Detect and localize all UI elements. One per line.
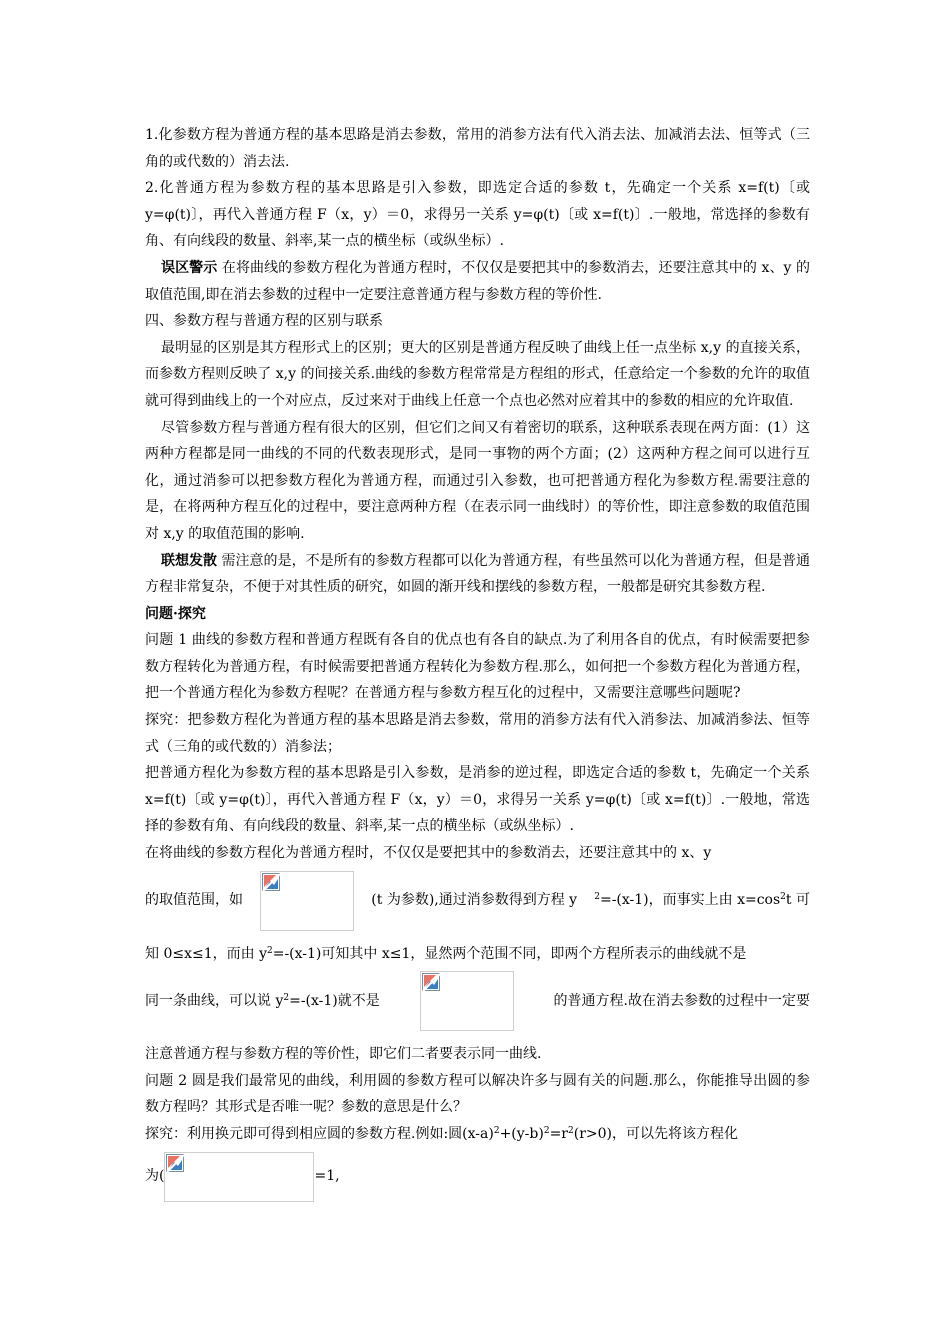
association-text: 需注意的是，不是所有的参数方程都可以化为普通方程，有些虽然可以化为普通方程，但是普通方程非常复杂，不便于对其性质的研究，如圆的渐开线和摆线的参数方程，一般都是研究其参数方程. [145, 552, 811, 596]
paragraph-association [145, 548, 810, 601]
paragraph-misconception [145, 255, 810, 308]
misconception-label: 误区警示 [161, 259, 218, 276]
broken-image-icon [166, 1154, 186, 1174]
equation-image-1 [260, 871, 354, 931]
paragraph-question-1: 问题 1 曲线的参数方程和普通方程既有各自的优点也有各自的缺点.为了利用各自的优点，有时候需要把参数方程转化为普通方程，有时候需要把普通方程转化为参数方程.那么，如何把一个参数方程化为普通方程，把一个普通方程化为参数方程呢？在普通方程与参数方程互化的过程中，又需要注意哪些问题呢? [145, 632, 810, 702]
paragraph-difference: 最明显的区别是其方程形式上的区别；更大的区别是普通方程反映了曲线上任一点坐标 x,y 的直接关系，而参数方程则反映了 x,y 的间接关系.曲线的参数方程常常是方程组的形式，任意给定一个参数的允许的取值就可得到曲线上的一个对应点，反过来对于曲线上任意一个点也必然对应着其中的参数的相应的允许取值. [145, 339, 810, 409]
paragraph-1: 1.化参数方程为普通方程的基本思路是消去参数，常用的消参方法有代入消去法、加减消去法、恒等式（三角的或代数的）消去法. [145, 127, 810, 170]
section-heading-questions: 问题·探究 [145, 605, 206, 622]
equation-image-2 [420, 971, 514, 1031]
paragraph-example-line-a: 在将曲线的参数方程化为普通方程时，不仅仅是要把其中的参数消去，还要注意其中的 x、y [145, 845, 712, 862]
paragraph-explore-1: 探究：把参数方程化为普通方程的基本思路是消去参数，常用的消参方法有代入消参法、加减消参法、恒等式（三角的或代数的）消参法； [145, 712, 810, 755]
paragraph-example-line-e: 注意普通方程与参数方程的等价性，即它们二者要表示同一曲线. [145, 1046, 542, 1063]
broken-image-icon [262, 873, 282, 893]
paragraph-2: 2.化普通方程为参数方程的基本思路是引入参数，即选定合适的参数 t，先确定一个关系 x=f(t)〔或 y=φ(t)〕，再代入普通方程 F（x，y）＝0，求得另一关系 y=φ(t)〔或 x=f(t)〕.一般地，常选择的参数有角、有向线段的数量、斜率,某一点的横坐标（或纵坐标）. [145, 180, 810, 250]
paragraph-example-line-d: 同一条曲线，可以说 $y^2=-(x-1)$就不是 的普通方程.故在消去参数的过程中一定要 [145, 967, 810, 1035]
paragraph-example-line-b: 的取值范围，如 (t 为参数),通过消参数得到方程 y $^2$=-(x-1)，而事实上由 $x=\cos^2t$ 可 [145, 867, 810, 935]
paragraph-connection: 尽管参数方程与普通方程有很大的区别，但它们之间又有着密切的联系，这种联系表现在两方面：(1）这两种方程都是同一曲线的不同的代数表现形式，是同一事物的两个方面；(2）这两种方程之间可以进行互化，通过消参可以把参数方程化为普通方程，而通过引入参数，也可把普通方程化为参数方程.需要注意的是，在将两种方程互化的过程中，要注意两种方程（在表示同一曲线时）的等价性，即注意参数的取值范围对 x,y 的取值范围的影响. [145, 419, 810, 542]
paragraph-explore-2: 把普通方程化为参数方程的基本思路是引入参数，是消参的逆过程，即选定合适的参数 t，先确定一个关系 x=f(t)〔或 y=φ(t)〕，再代入普通方程 F（x，y）＝0，求得另一关系 y=φ(t)〔或 x=f(t)〕.一般地，常选择的参数有角、有向线段的数量、斜率,某一点的横坐标（或纵坐标）. [145, 765, 810, 835]
paragraph-example-line-c: 知 0≤x≤1，而由 $y^2=-(x-1)$可知其中 x≤1，显然两个范围不同，即两个方程所表示的曲线就不是 [145, 945, 747, 962]
paragraph-explore-3-line-b: 为( =1, [145, 1148, 810, 1206]
paragraph-question-2: 问题 2 圆是我们最常见的曲线，利用圆的参数方程可以解决许多与圆有关的问题.那么，你能推导出圆的参数方程吗？其形式是否唯一呢？参数的意思是什么？ [145, 1072, 810, 1116]
document-body [145, 122, 810, 1206]
broken-image-icon [422, 973, 442, 993]
paragraph-explore-3: 探究：利用换元即可得到相应圆的参数方程.例如:圆$(x-a)^2+(y-b)^2=r^2(r>0)$，可以先将该方程化 [145, 1126, 738, 1142]
equation-image-3 [164, 1152, 314, 1202]
association-label: 联想发散 [161, 552, 218, 569]
section-heading-4: 四、参数方程与普通方程的区别与联系 [145, 313, 383, 330]
misconception-text: 在将曲线的参数方程化为普通方程时，不仅仅是要把其中的参数消去，还要注意其中的 x、y 的取值范围,即在消去参数的过程中一定要注意普通方程与参数方程的等价性. [145, 259, 810, 303]
